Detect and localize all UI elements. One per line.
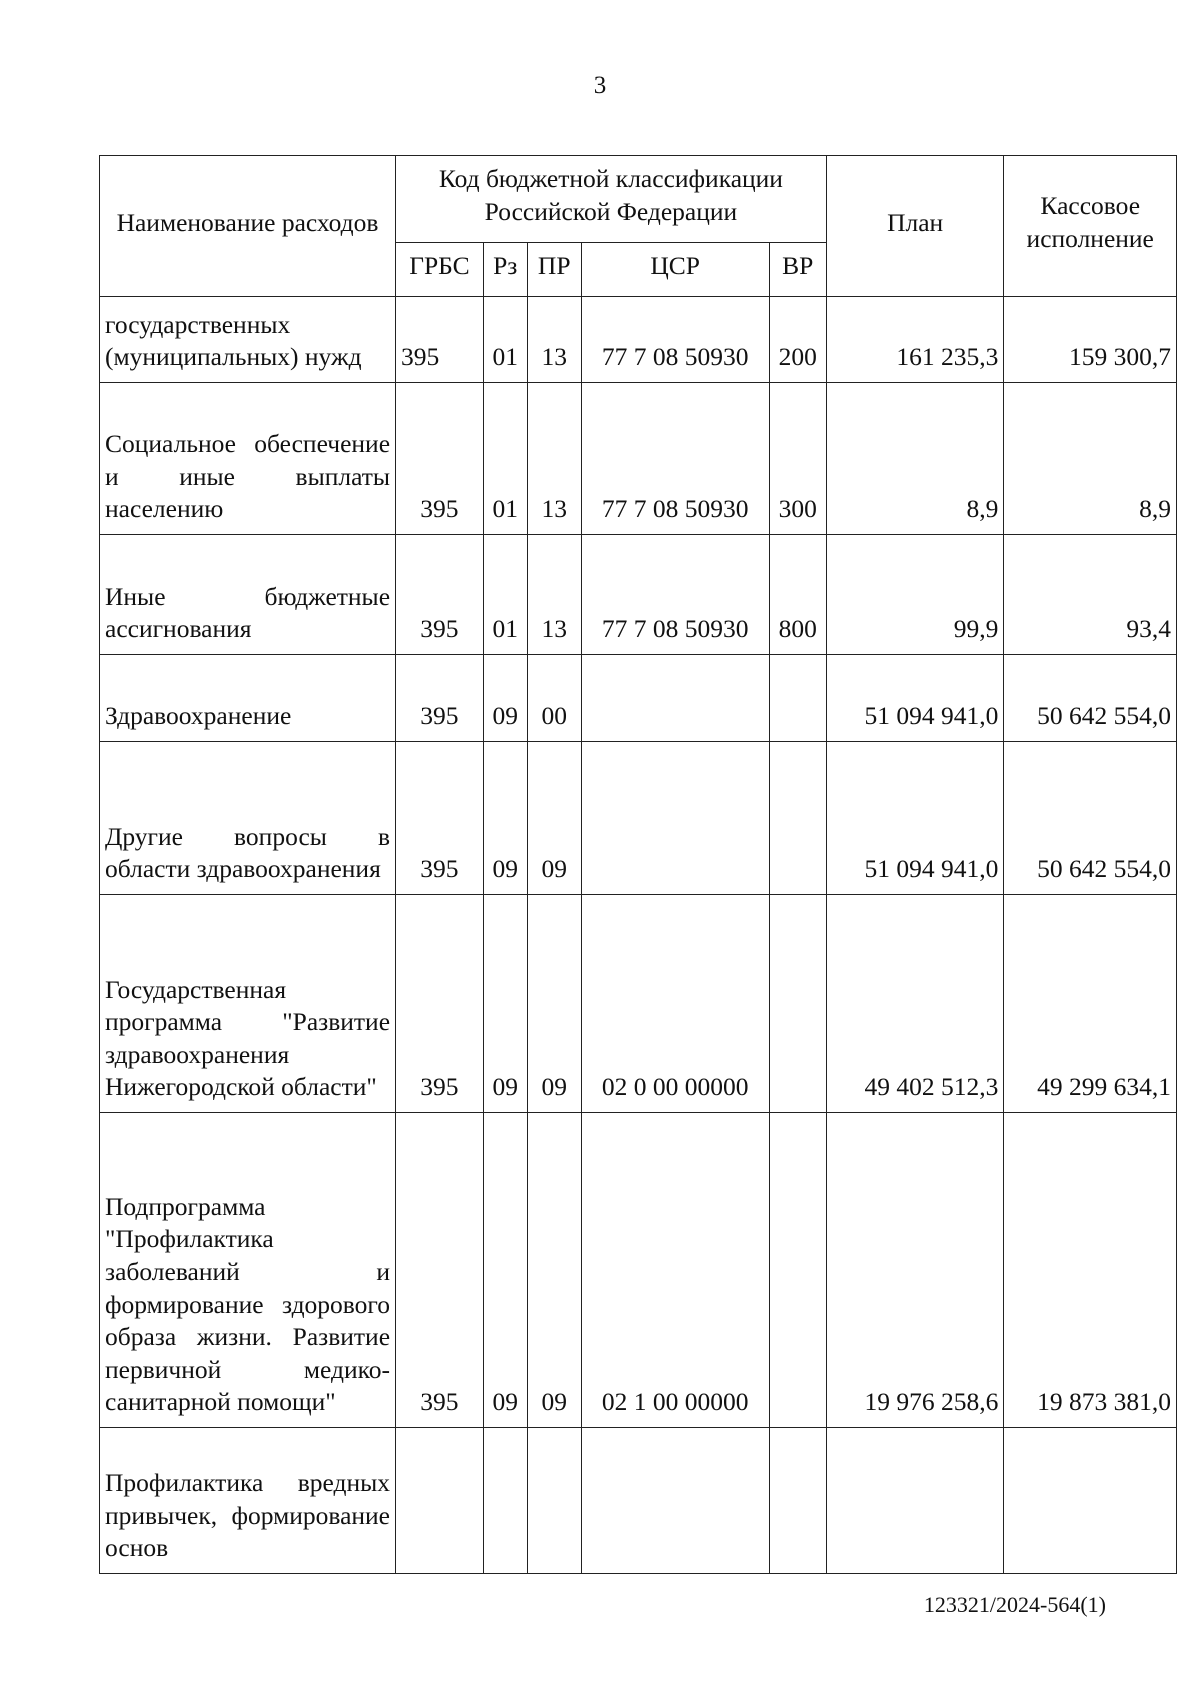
table-row xyxy=(100,383,1177,535)
row-plan: 51 094 941,0 xyxy=(826,655,1004,742)
row-executed: 93,4 xyxy=(1004,535,1177,655)
row-csr xyxy=(581,742,769,895)
row-name: Государственная программа "Развитие здравоохранения Нижегородской области" xyxy=(100,895,396,1113)
row-executed: 50 642 554,0 xyxy=(1004,655,1177,742)
row-csr: 77 7 08 50930 xyxy=(581,383,769,535)
row-executed xyxy=(1004,1428,1177,1574)
row-name: Другие вопросы в области здравоохранения xyxy=(100,742,396,895)
page-number: 3 xyxy=(593,72,607,99)
row-grbs: 395 xyxy=(396,297,484,383)
row-csr: 77 7 08 50930 xyxy=(581,535,769,655)
row-csr: 02 0 00 00000 xyxy=(581,895,769,1113)
row-pr: 00 xyxy=(527,655,581,742)
table-row xyxy=(100,742,1177,895)
row-vr: 800 xyxy=(769,535,826,655)
row-executed: 159 300,7 xyxy=(1004,297,1177,383)
header-grbs: ГРБС xyxy=(396,243,484,297)
row-grbs: 395 xyxy=(396,742,484,895)
row-name: Профилактика вредных привычек, формирование основ xyxy=(100,1428,396,1574)
row-rz: 09 xyxy=(483,742,527,895)
table-header xyxy=(100,156,1177,297)
row-vr xyxy=(769,1113,826,1428)
table-body xyxy=(100,297,1177,1574)
header-kbk-group: Код бюджетной классификации Российской Федерации xyxy=(396,156,827,243)
row-executed: 49 299 634,1 xyxy=(1004,895,1177,1113)
row-grbs: 395 xyxy=(396,655,484,742)
row-executed: 19 873 381,0 xyxy=(1004,1113,1177,1428)
row-pr: 13 xyxy=(527,535,581,655)
row-pr: 09 xyxy=(527,1113,581,1428)
row-pr: 13 xyxy=(527,383,581,535)
row-csr xyxy=(581,655,769,742)
table-row xyxy=(100,895,1177,1113)
budget-table xyxy=(99,155,1177,1574)
row-rz: 01 xyxy=(483,383,527,535)
row-plan: 99,9 xyxy=(826,535,1004,655)
row-rz: 09 xyxy=(483,895,527,1113)
header-vr: ВР xyxy=(769,243,826,297)
header-rz: Рз xyxy=(483,243,527,297)
header-name: Наименование расходов xyxy=(100,156,396,297)
row-pr: 13 xyxy=(527,297,581,383)
document-code: 123321/2024-564(1) xyxy=(923,1592,1106,1617)
table-row xyxy=(100,297,1177,383)
row-rz: 09 xyxy=(483,655,527,742)
header-pr: ПР xyxy=(527,243,581,297)
row-plan: 161 235,3 xyxy=(826,297,1004,383)
row-vr xyxy=(769,655,826,742)
header-csr: ЦСР xyxy=(581,243,769,297)
row-name: государственных (муниципальных) нужд xyxy=(100,297,396,383)
row-name: Социальное обеспечение и иные выплаты населению xyxy=(100,383,396,535)
row-grbs: 395 xyxy=(396,383,484,535)
row-plan: 19 976 258,6 xyxy=(826,1113,1004,1428)
row-pr: 09 xyxy=(527,742,581,895)
row-grbs: 395 xyxy=(396,535,484,655)
row-grbs: 395 xyxy=(396,895,484,1113)
row-name: Здравоохранение xyxy=(100,655,396,742)
row-rz: 01 xyxy=(483,535,527,655)
row-plan: 49 402 512,3 xyxy=(826,895,1004,1113)
row-csr xyxy=(581,1428,769,1574)
header-executed: Кассовое исполнение xyxy=(1004,156,1177,297)
row-csr: 77 7 08 50930 xyxy=(581,297,769,383)
row-pr xyxy=(527,1428,581,1574)
row-grbs xyxy=(396,1428,484,1574)
row-rz xyxy=(483,1428,527,1574)
table-row xyxy=(100,1113,1177,1428)
row-grbs: 395 xyxy=(396,1113,484,1428)
row-csr: 02 1 00 00000 xyxy=(581,1113,769,1428)
row-vr xyxy=(769,1428,826,1574)
row-vr xyxy=(769,895,826,1113)
row-executed: 8,9 xyxy=(1004,383,1177,535)
table-row xyxy=(100,1428,1177,1574)
row-rz: 01 xyxy=(483,297,527,383)
row-plan xyxy=(826,1428,1004,1574)
row-vr xyxy=(769,742,826,895)
row-rz: 09 xyxy=(483,1113,527,1428)
table-row xyxy=(100,655,1177,742)
row-pr: 09 xyxy=(527,895,581,1113)
row-name: Иные бюджетные ассигнования xyxy=(100,535,396,655)
table-row xyxy=(100,535,1177,655)
row-plan: 51 094 941,0 xyxy=(826,742,1004,895)
row-executed: 50 642 554,0 xyxy=(1004,742,1177,895)
row-vr: 300 xyxy=(769,383,826,535)
header-plan: План xyxy=(826,156,1004,297)
row-vr: 200 xyxy=(769,297,826,383)
row-plan: 8,9 xyxy=(826,383,1004,535)
row-name: Подпрограмма "Профилактика заболеваний и формирование здорового образа жизни. Развитие первичной медико-санитарной помощи" xyxy=(100,1113,396,1428)
